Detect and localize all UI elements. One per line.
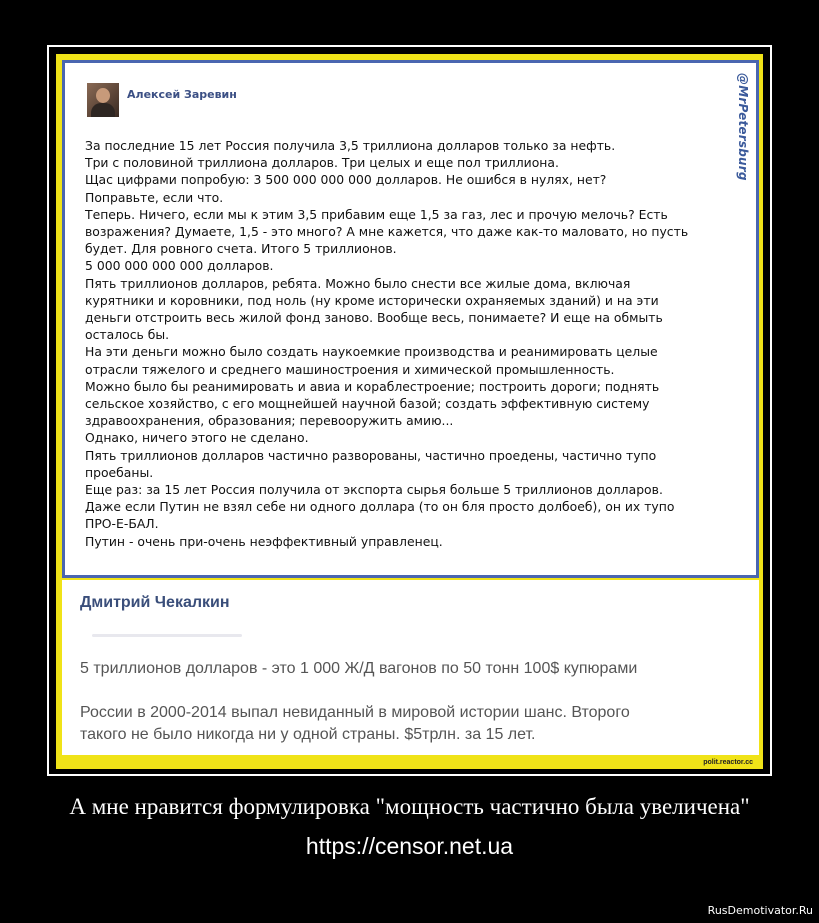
post-text-line: возражения? Думаете, 1,5 - это много? А мне кажется, что даже как-то маловато, но пусть bbox=[85, 224, 689, 240]
post-author: Алексей Заревин bbox=[127, 88, 237, 101]
post-text-line: Пять триллионов долларов, ребята. Можно было снести все жилые дома, включая bbox=[85, 275, 631, 291]
post-text-line: осталось бы. bbox=[85, 327, 170, 343]
post-text-line: ПРО-Е-БАЛ. bbox=[85, 516, 159, 532]
post-card-1 bbox=[62, 60, 759, 578]
post-author-2: Дмитрий Чекалкин bbox=[80, 594, 230, 611]
caption-url: https://censor.net.ua bbox=[305, 833, 514, 859]
post-text-line: Однако, ничего этого не сделано. bbox=[85, 430, 309, 446]
post-text-line: деньги отстроить весь жилой фонд заново. Вообще весь, понимаете? И еще на обмыть bbox=[85, 310, 663, 326]
post-text-line: Щас цифрами попробую: 3 500 000 000 000 долларов. Не ошибся в нулях, нет? bbox=[85, 172, 607, 188]
post-card-2 bbox=[62, 580, 759, 755]
post-text-line: будет. Для ровного счета. Итого 5 триллионов. bbox=[85, 241, 397, 257]
post-text-block bbox=[80, 702, 740, 746]
post-text-line: Путин - очень при-очень неэффективный управленец. bbox=[85, 533, 443, 549]
post-text-line: Можно было бы реанимировать и авиа и кораблестроение; построить дороги; поднять bbox=[85, 378, 660, 394]
post-text-line: отрасли тяжелого и среднего машиностроения и химической промышленность. bbox=[85, 361, 615, 377]
post-text-line: курятники и коровники, под ноль (ну кроме исторически охраняемых зданий) и на эти bbox=[85, 292, 659, 308]
caption: А мне нравится формулировка "мощность частично была увеличена" bbox=[69, 794, 750, 819]
source-label: polit.reactor.cc bbox=[703, 759, 753, 766]
post-text-line: Пять триллионов долларов частично разворованы, частично проедены, частично тупо bbox=[85, 447, 657, 463]
post-text-line: Еще раз: за 15 лет Россия получила от экспорта сырья больше 5 триллионов долларов. bbox=[85, 482, 663, 498]
avatar bbox=[87, 83, 119, 117]
post-text-line: 5 триллионов долларов - это 1 000 Ж/Д вагонов по 50 тонн 100$ купюрами bbox=[80, 660, 638, 677]
post-text-line: сельское хозяйство, с его мощнейшей научной базой; создать эффективную систему bbox=[85, 396, 650, 412]
post-text-line: Поправьте, если что. bbox=[85, 189, 224, 205]
post-text-line: 5 000 000 000 000 долларов. bbox=[85, 258, 274, 274]
post-text-line: такого не было никогда ни у одной страны. $5трлн. за 15 лет. bbox=[80, 726, 536, 743]
post-text-line: России в 2000-2014 выпал невиданный в мировой истории шанс. Второго bbox=[80, 704, 630, 721]
post-text-line: Три с половиной триллиона долларов. Три целых и еще пол триллиона. bbox=[85, 155, 559, 171]
post-text-line: Даже если Путин не взял себе ни одного доллара (то он бля просто долбоеб), он их тупо bbox=[85, 499, 675, 515]
post-text bbox=[85, 137, 745, 550]
post-text-line: Теперь. Ничего, если мы к этим 3,5 прибавим еще 1,5 за газ, лес и прочую мелочь? Есть bbox=[85, 206, 668, 222]
watermark: @MrPetersburg bbox=[736, 73, 750, 181]
post-text-line: проебаны. bbox=[85, 464, 154, 480]
site-watermark: RusDemotivator.Ru bbox=[707, 904, 813, 917]
blurred-subtitle bbox=[92, 634, 242, 637]
post-text-line: На эти деньги можно было создать наукоемкие производства и реанимировать целые bbox=[85, 344, 658, 360]
post-text-line: здравоохранения, образования; перевооружить амию... bbox=[85, 413, 454, 429]
post-text-line: За последние 15 лет Россия получила 3,5 триллиона долларов только за нефть. bbox=[85, 138, 616, 153]
poster-image bbox=[56, 54, 763, 769]
